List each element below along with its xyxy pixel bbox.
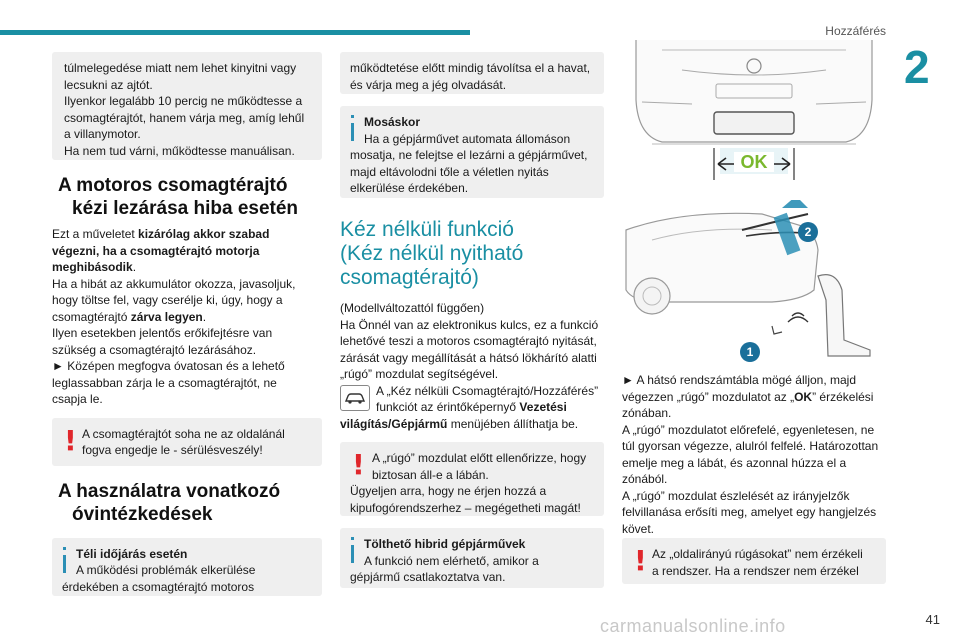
info-line: és várja meg a jég olvadását.	[350, 77, 507, 92]
section-title-handsfree	[340, 218, 604, 290]
continued-note-box	[52, 52, 322, 160]
text: emelje meg a lábát, és azonnal húzza el a	[622, 455, 847, 470]
text: túl gyorsan végezze, alulról felfelé. Határozottan	[622, 439, 879, 453]
chapter-number: 2	[904, 41, 930, 93]
text: hogy töltse fel, vagy cserélje ki, úgy, hogy a	[52, 293, 283, 307]
text: szükség a csomagtérajtó lezárásához.	[52, 342, 257, 357]
text: csomagtérajtó	[52, 309, 131, 324]
info-icon	[348, 115, 358, 141]
text: Ha Önnél van az elektronikus kulcs, ez a funkció	[340, 317, 599, 332]
info-line: A funkció nem elérhető, amikor a	[364, 553, 539, 568]
header-accent-bar	[0, 30, 470, 35]
warning-line: biztosan áll-e a lábán.	[372, 467, 489, 482]
heading-line: kézi lezárása hiba esetén	[72, 198, 299, 219]
column-2	[340, 52, 604, 588]
info-line: működtetése előtt mindig távolítsa el a havat,	[350, 61, 591, 75]
bold-text: világítás/Gépjármű	[340, 416, 448, 431]
page-number: 41	[925, 612, 940, 627]
warning-line: a rendszer. Ha a rendszer nem érzékel	[652, 563, 859, 578]
watermark: carmanualsonline.info	[600, 616, 786, 636]
text: „rúgó” mozdulat segítségével.	[340, 367, 499, 381]
text: zónából.	[622, 472, 668, 486]
text: A „rúgó” mozdulat észlelését az irányjelzők	[622, 488, 850, 503]
warning-line: kipufogórendszerhez – megégetheti magát!	[350, 500, 581, 515]
bold-text: kizárólag akkor szabad	[138, 227, 270, 241]
car-settings-icon	[340, 385, 370, 411]
text: zónában.	[622, 406, 672, 420]
info-title: Téli időjárás esetén	[76, 546, 188, 561]
note-line: Ha nem tud várni, működtesse manuálisan.	[64, 143, 295, 158]
info-box-hybrid	[340, 528, 604, 588]
note-line: túlmelegedése miatt nem lehet kinyitni vagy	[64, 61, 297, 75]
warning-icon: !	[64, 423, 77, 457]
info-box-winter	[52, 538, 322, 596]
info-box-washing	[340, 106, 604, 198]
text: csapja le.	[52, 392, 103, 406]
title-line: Kéz nélküli funkció	[340, 218, 514, 241]
bold-text: Vezetési	[519, 400, 567, 414]
warning-line: A „rúgó” mozdulat előtt ellenőrizze, hogy	[372, 451, 587, 465]
warning-icon: !	[352, 448, 365, 481]
title-line: (Kéz nélkül nyitható	[340, 242, 524, 265]
info-line: elkerülése érdekében.	[350, 181, 469, 195]
warning-box-side	[52, 418, 322, 466]
text: (Modellváltozattól függően)	[340, 301, 485, 315]
info-line: mosatja, ne felejtse el lezárni a gépjárművet,	[350, 148, 588, 162]
text: felvillanása erősíti meg, amelyet egy hangjelzés	[622, 505, 877, 519]
text: ► A hátsó rendszámtábla mögé álljon, majd	[622, 373, 857, 387]
kick-instructions-paragraph	[622, 372, 890, 537]
text: .	[132, 260, 137, 274]
heading-line: óvintézkedések	[72, 503, 213, 525]
info-line: gépjármű csatlakoztatva van.	[350, 570, 506, 584]
car-side-kick-illustration	[622, 200, 886, 360]
heading-line: A használatra vonatkozó	[58, 480, 281, 502]
info-line: majd eltávolodni tőle a véletlen nyitás	[350, 164, 549, 179]
text: A „Kéz nélküli Csomagtérajtó/Hozzáférés”	[376, 383, 599, 398]
text: végezzen „rúgó” mozdulatot az „	[622, 389, 795, 404]
info-icon	[348, 537, 358, 563]
warning-icon: !	[634, 544, 647, 577]
text: Ha a hibát az akkumulátor okozza, javasoljuk,	[52, 276, 296, 291]
note-line: lecsukni az ajtót.	[64, 77, 153, 92]
manual-close-paragraph	[52, 226, 322, 408]
text: ” érzékelési	[812, 389, 874, 404]
text: Ezt a műveletet	[52, 227, 139, 241]
warning-line: fogva engedje le - sérülésveszély!	[82, 443, 263, 457]
info-line: érdekében a csomagtérajtó motoros	[62, 579, 255, 594]
text: funkciót az érintőképernyő	[376, 400, 520, 414]
continued-info-box	[340, 52, 604, 94]
step-marker-2: 2	[798, 222, 818, 242]
step-marker-1: 1	[740, 342, 760, 362]
text: lehetővé teszi a motoros csomagtérajtó nyitását,	[340, 334, 597, 348]
warning-line: Ügyeljen arra, hogy ne érjen hozzá a	[350, 484, 547, 498]
text: .	[202, 309, 207, 324]
bold-text: zárva legyen	[130, 309, 203, 324]
text: zárását vagy megállítását a hátsó lökhárító alatti	[340, 350, 597, 365]
bold-text: meghibásodik	[52, 260, 133, 274]
car-side-svg	[622, 200, 886, 360]
info-icon	[60, 547, 70, 573]
heading-precautions	[52, 480, 322, 526]
info-title: Mosáskor	[364, 115, 421, 129]
text: leglassabban zárja le a csomagtérajtót, ne	[52, 375, 277, 390]
note-line: Ilyenkor legalább 10 percig ne működtesse a	[64, 94, 303, 108]
column-1	[52, 52, 322, 596]
warning-box-kick	[340, 442, 604, 516]
text: ► Középen megfogva óvatosan és a lehető	[52, 359, 285, 373]
text: Ilyen esetekben jelentős erőkifejtésre van	[52, 326, 273, 340]
text: követ.	[622, 521, 655, 536]
heading-line: A motoros csomagtérajtó	[58, 175, 288, 196]
info-line: A működési problémák elkerülése	[76, 563, 256, 577]
text: menüjében állíthatja be.	[447, 416, 579, 431]
text: A „rúgó” mozdulatot előrefelé, egyenletesen, ne	[622, 422, 875, 437]
heading-manual-close	[52, 174, 322, 220]
warning-line: A csomagtérajtót soha ne az oldalánál	[82, 426, 285, 441]
handsfree-paragraph	[340, 300, 604, 432]
section-name: Hozzáférés	[825, 24, 886, 38]
title-line: csomagtérajtó)	[340, 266, 479, 289]
car-rear-ok-illustration	[622, 40, 886, 192]
note-line: a villanymotor.	[64, 127, 141, 141]
note-line: csomagtérajtót, hanem várja meg, amíg lehűl	[64, 110, 305, 125]
bold-text: végezni, ha a csomagtérajtó motorja	[52, 243, 260, 258]
warning-line: Az „oldalirányú rúgásokat” nem érzékeli	[652, 547, 863, 561]
ok-label: OK	[734, 152, 774, 172]
info-line: Ha a gépjárművet automata állomáson	[364, 131, 571, 146]
info-title: Tölthető hibrid gépjárművek	[364, 537, 526, 551]
warning-box-lateral-kick	[622, 538, 886, 584]
bold-text: OK	[794, 389, 813, 404]
